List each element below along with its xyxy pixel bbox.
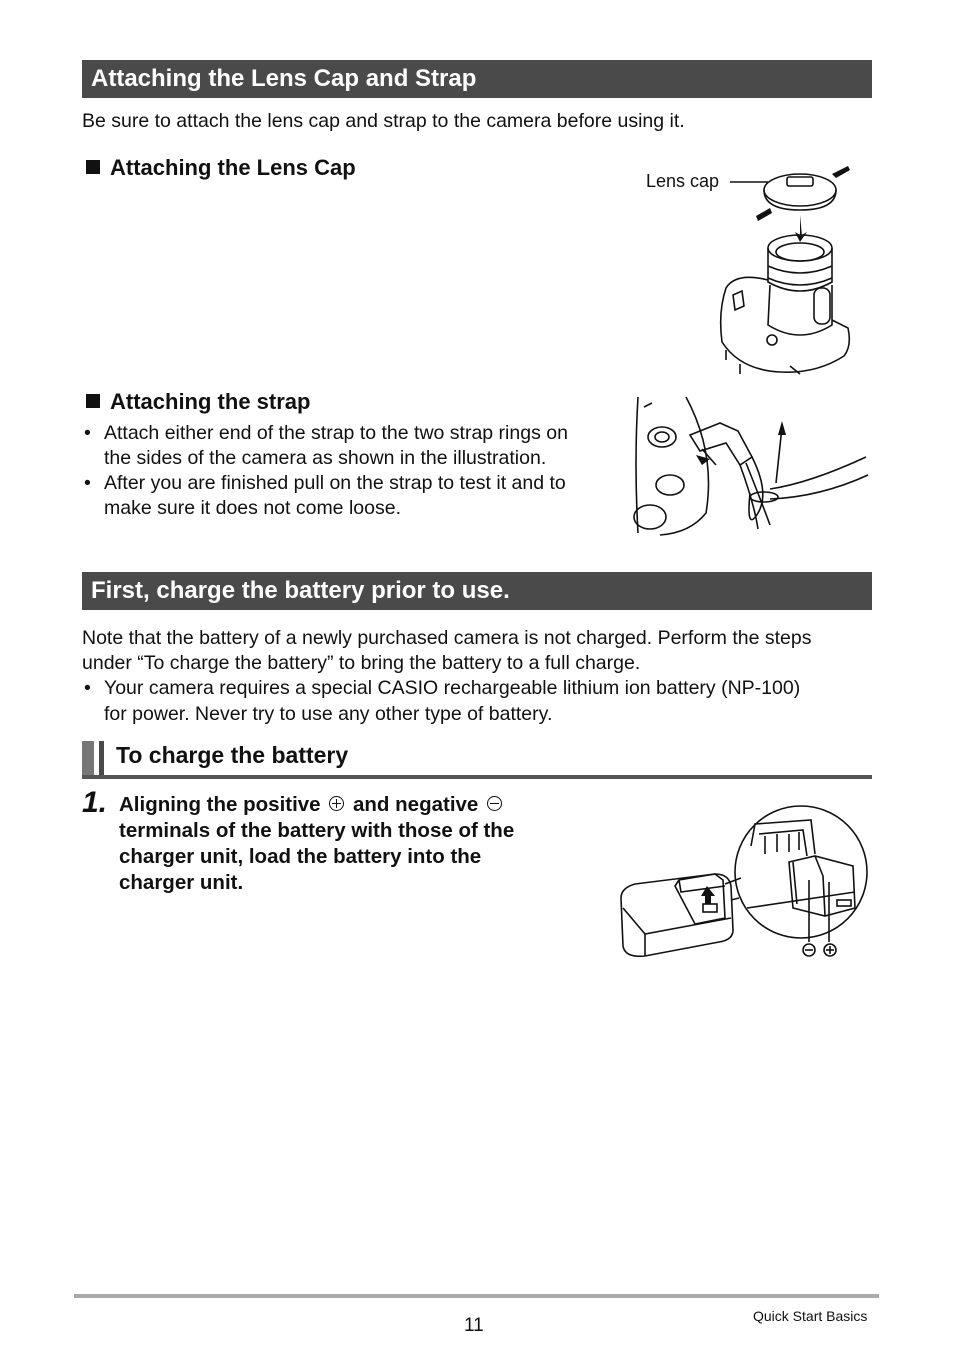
lens-cap-illustration (640, 160, 870, 380)
battery-bullet-line1: Your camera requires a special CASIO rechargeable lithium ion battery (NP-100) (104, 677, 801, 699)
charge-intro-line1: Note that the battery of a newly purchased camera is not charged. Perform the steps (82, 627, 812, 649)
strap-bullet-1-line1: Attach either end of the strap to the two strap rings on (104, 422, 568, 444)
negative-terminal-icon (487, 796, 502, 811)
heading-bar-decoration (99, 741, 104, 775)
step-line3: charger unit, load the battery into the (119, 845, 482, 868)
strap-illustration (630, 393, 872, 538)
battery-type-bullet: • Your camera requires a special CASIO rechargeable lithium ion battery (NP-100) for power. Never try to use any other type of battery. (84, 677, 801, 725)
section-heading-charge-battery: First, charge the battery prior to use. (82, 572, 872, 610)
battery-bullet-line2: for power. Never try to use any other type of battery. (104, 703, 553, 725)
section-heading-lens-cap-strap: Attaching the Lens Cap and Strap (82, 60, 872, 98)
square-bullet-icon (86, 160, 100, 174)
strap-bullet-2-line1: After you are finished pull on the strap to test it and to (104, 472, 566, 494)
page-number: 11 (464, 1315, 484, 1336)
strap-bullet-2-line2: make sure it does not come loose. (104, 497, 401, 519)
lens-cap-callout: Lens cap (646, 171, 720, 191)
square-bullet-icon (86, 394, 100, 408)
step-1-text (119, 792, 514, 896)
section-intro: Be sure to attach the lens cap and strap to the camera before using it. (82, 110, 685, 132)
lens-cap-heading (86, 155, 356, 181)
step-line1-b: and negative (353, 793, 479, 816)
subsection-heading-charge (82, 741, 872, 779)
charge-intro-line2: under “To charge the battery” to bring the battery to a full charge. (82, 652, 641, 674)
charge-intro-paragraph (82, 626, 811, 676)
positive-terminal-icon (329, 796, 344, 811)
step-line1-a: Aligning the positive (119, 793, 321, 816)
charger-illustration (615, 800, 877, 962)
camera-lens-cap-drawing (640, 160, 870, 380)
step-number: 1. (82, 786, 108, 819)
lens-cap-heading-text: Attaching the Lens Cap (110, 155, 356, 180)
strap-bullet-1: • Attach either end of the strap to the two strap rings on the sides of the camera as shown in the illustration. (84, 422, 568, 469)
heading-bar-decoration (82, 741, 94, 775)
strap-bullet-1-line2: the sides of the camera as shown in the illustration. (104, 447, 547, 469)
subsection-title: To charge the battery (116, 742, 349, 768)
strap-bullet-2: • After you are finished pull on the strap to test it and to make sure it does not come loose. (84, 472, 566, 519)
strap-heading (86, 389, 310, 415)
step-line4: charger unit. (119, 871, 244, 894)
strap-heading-text: Attaching the strap (110, 389, 311, 414)
footer-divider (74, 1294, 879, 1298)
step-line2: terminals of the battery with those of the (119, 819, 515, 842)
footer-section-label: Quick Start Basics (753, 1308, 868, 1324)
